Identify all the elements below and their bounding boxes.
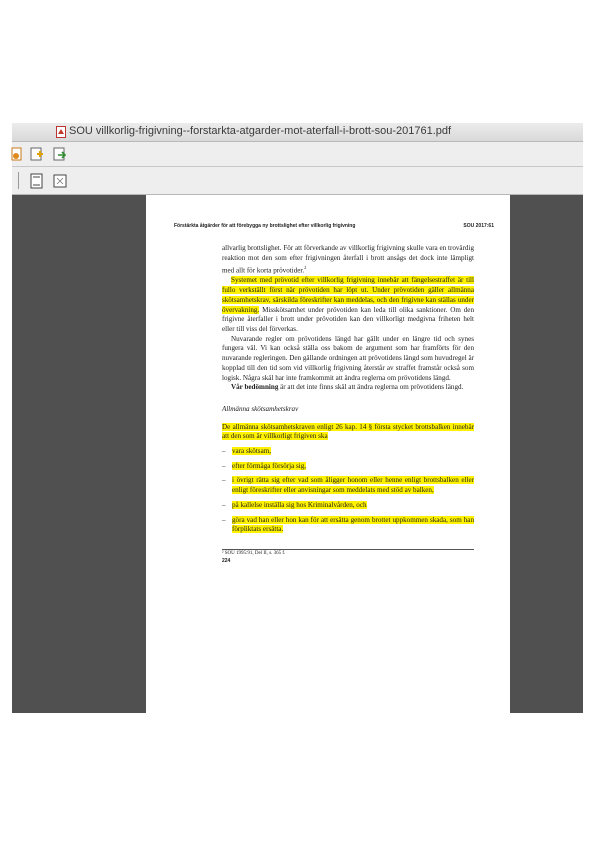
paragraph: Nuvarande regler om prövotidens längd har gällt under en längre tid och synes fungera väl. Vi kan också ställa oss bakom de argument som har framförts för den nuvarande regleringen. Den gällande ordningen att prövotidens längd som huvudregel är kopplad till den tid som vid villkorlig frigivning återstår av straffet framstår också som logisk. Några skäl har inte framkommit att ändra reglerna om prövotidens längd. xyxy=(222,334,474,382)
paragraph: Vår bedömning är att det inte finns skäl att ändra reglerna om prövotidens längd. xyxy=(231,383,464,392)
view-toolbar xyxy=(12,167,583,195)
paragraph: allvarlig brottslighet. För att förverkande av villkorlig frigivning skulle vara en trovärdig reaktion mot den som efter frigivningen återfall i brott ansågs det dock inte lämpligt med allt för korta prövotider.$^2$ xyxy=(222,244,474,275)
list-item: – göra vad han eller hon kan för att ersätta genom brottet uppkommen skada, som han förpliktats ersätta. xyxy=(222,515,474,534)
text-highlight: Systemet med prövotid efter villkorlig frigivning innebär att fängelsestraffet är till fullo verkställt först när prövotiden har löpt ut. Under prövotiden gäller allmänna skötsamhetskrav, särskilda föreskrifter kan meddelas, och den frigivne kan ställas under övervakning. xyxy=(222,276,474,314)
footnote-marker: 2 xyxy=(304,265,307,271)
page-header xyxy=(174,223,494,229)
list-item: – på kallelse inställa sig hos Kriminalvården, och xyxy=(222,500,367,509)
pdf-file-icon xyxy=(56,126,66,138)
zoom-to-fit-icon[interactable] xyxy=(52,173,68,189)
window-title: SOU villkorlig-frigivning--forstarkta-atgarder-mot-aterfall-i-brott-sou-201761.pdf xyxy=(69,125,452,137)
page-number: 224 xyxy=(222,557,231,564)
header-report-number: SOU 2017:61 xyxy=(463,223,494,229)
requirements-list xyxy=(222,447,474,535)
footnote: ² SOU 1995:91, Del II, s. 365 f. xyxy=(222,550,286,556)
paragraph-highlighted: Systemet med prövotid efter villkorlig frigivning innebär att fängelsestraffet är till fullo verkställt först när prövotiden har löpt ut. Under prövotiden gäller allmänna skötsamhetskrav, särskilda föreskrifter kan meddelas, och den frigivne kan ställas under övervakning. Misskötsamhet under prövotiden kan leda till olika sanktioner. Om den frigivne återfaller i brott under prövotiden kan den villkorligt medgivna friheten helt eller till viss del förverkas. xyxy=(222,276,474,333)
window-titlebar xyxy=(12,123,583,142)
add-bookmark-icon[interactable] xyxy=(29,146,45,162)
list-item: – vara skötsam, xyxy=(222,447,272,456)
list-item: – i övrigt rätta sig efter vad som åligger honom eller henne enligt brottsbalken eller enligt föreskrifter eller anvisningar som meddelats med stöd av balken, xyxy=(222,476,474,495)
pdf-page xyxy=(146,195,510,713)
header-title: Förstärkta åtgärder för att förebygga ny brottslighet efter villkorlig frigivning xyxy=(174,223,356,229)
page-body xyxy=(222,244,474,567)
export-icon[interactable] xyxy=(52,146,68,162)
save-icon[interactable] xyxy=(8,146,24,162)
list-item: – efter förmåga försörja sig, xyxy=(222,461,307,470)
main-toolbar xyxy=(12,142,583,167)
fit-page-icon[interactable] xyxy=(29,173,45,189)
bold-lead: Vår bedömning xyxy=(231,383,279,392)
text-highlight: De allmänna skötsamhetskraven enligt 26 kap. 14 § första stycket brottsbalken innebär att den som är villkorligt frigiven ska xyxy=(222,422,474,441)
subheading: Allmänna skötsamhetskrav xyxy=(222,404,299,413)
paragraph-highlighted xyxy=(222,423,474,442)
toolbar-separator xyxy=(18,172,19,189)
